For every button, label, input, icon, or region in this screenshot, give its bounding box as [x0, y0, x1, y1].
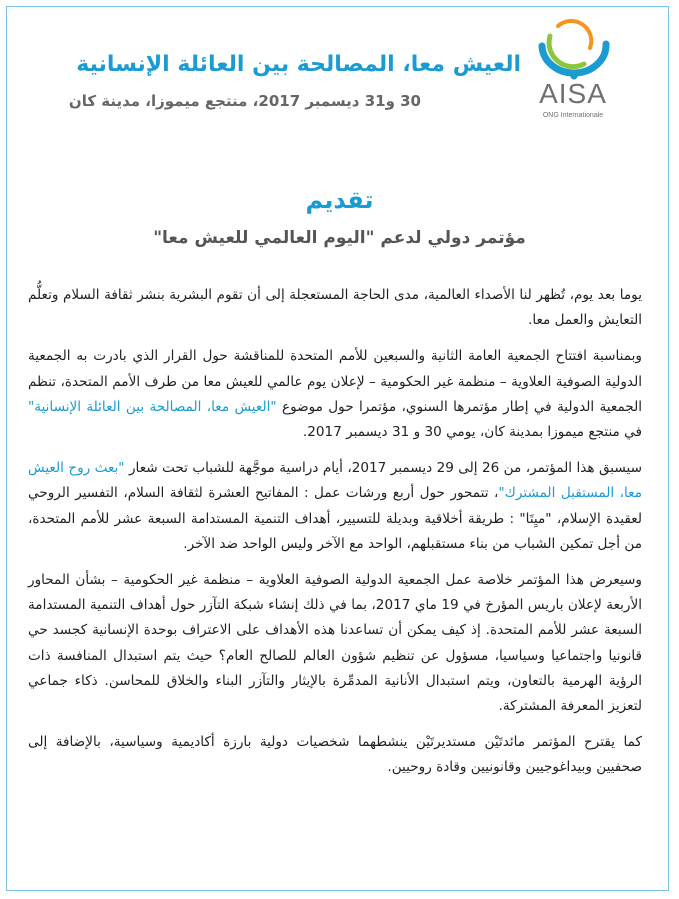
logo-name: AISA — [539, 78, 607, 109]
document-title: العيش معا، المصالحة بين العائلة الإنسانية — [76, 52, 521, 77]
section-heading: تقديم — [305, 186, 374, 214]
paragraph — [28, 344, 642, 445]
paragraph — [28, 456, 642, 557]
paragraph-text: وبمناسبة افتتاح الجمعية العامة الثانية والسبعين للأمم المتحدة للمناقشة حول القرار الذي بادرت به الجمعية الدولية الصوفية العلاوية – منظمة غير الحكومية – لإعلان يوم عالمي للعيش معا من طرف الأمم المتحدة، تنظم الجمعية الدولية في إطار مؤتمرها السنوي، مؤتمرا حول موضوع — [28, 348, 642, 415]
paragraph-text: كما يقترح المؤتمر مائدتَيْن مستديرتَيْن ينشطهما شخصيات دولية بارزة أكاديمية وسياسية، بالإضافة إلى صحفيين وبيداغوجيين وقانونيين وقادة روحيين. — [28, 734, 642, 776]
paragraph-text: وسيعرض هذا المؤتمر خلاصة عمل الجمعية الدولية الصوفية العلاوية – منظمة غير الحكومية – بشأن المحاور الأربعة لإعلان باريس المؤرخ في 19 ماي 2017، بما في ذلك إنشاء شبكة التآزر حول أهداف التنمية المستدامة السبعة عشر للأمم المتحدة. إذ كيف يمكن أن تساعدنا هذه الأهداف على الاعتراف بوحدة الإنسانية كجسد حي قانونيا واجتماعيا وسياسيا، مسؤول عن تنظيم شؤون العالم للصالح العام؟ حيث يتم استبدال المنافسة ذات الرؤية الهرمية بالتعاون، ويتم استبدال الأنانية المدمِّرة بالإيثار والتآزر البناء والخلاق للمحاسن. ذكاء جماعي لتعزيز المعرفة المشتركة. — [28, 572, 643, 715]
document-body — [28, 283, 642, 792]
paragraph-text: سيسبق هذا المؤتمر، من 26 إلى 29 ديسمبر 2017، أيام دراسية موجَّهة للشباب تحت شعار — [124, 460, 642, 477]
paragraph-text: ، تتمحور حول أربع ورشات عمل : المفاتيح العشرة لثقافة السلام، التفسير الروحي لعقيدة الإسلام، "ميِتَا" : طريقة أخلاقية وبديلة للتسيير، أهداف التنمية المستدامة السبعة عشر للأمم المتحدة، من أجل تمكين الشباب من بناء مستقبلهم، الواحد مع الآخر وليس الواحد ضد الآخر. — [28, 485, 642, 552]
rings-icon — [528, 18, 618, 80]
paragraph — [28, 730, 642, 780]
aisa-logo — [528, 18, 618, 128]
logo-tagline: ONG Internationale — [542, 112, 604, 119]
highlighted-slogan: "بعث روح العيش معا، المستقبل المشترك" — [28, 460, 642, 502]
paragraph — [28, 568, 642, 719]
paragraph-text: يوما بعد يوم، تُظهر لنا الأصداء العالمية، مدى الحاجة المستعجلة إلى أن تقوم البشرية بنشر ثقافة السلام وتعلُّم التعايش والعمل معا. — [28, 287, 642, 329]
section-subheading: مؤتمر دولي لدعم "اليوم العالمي للعيش معا" — [153, 228, 526, 248]
highlighted-theme: "العيش معا، المصالحة بين العائلة الإنسانية" — [28, 398, 277, 415]
paragraph-text: في منتجع ميموزا بمدينة كان، يومي 30 و 31 ديسمبر 2017. — [302, 424, 642, 441]
document-subtitle: 30 و31 ديسمبر 2017، منتجع ميموزا، مدينة كان — [68, 92, 421, 110]
paragraph — [28, 283, 642, 333]
